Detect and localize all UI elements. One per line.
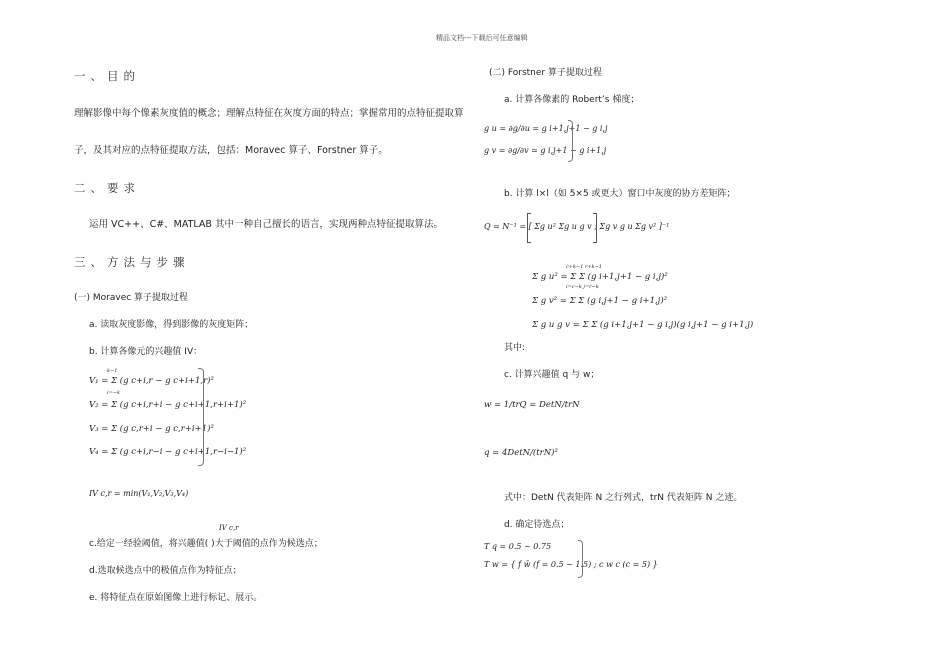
step-c-superscript: IV c,r [219,524,239,532]
moravec-step-c: c.给定一经验阈值，将兴趣值( )大于阈值的点作为候选点； [89,539,323,549]
matrix-left-bracket [527,213,531,243]
eq-gu: g u = ∂g/∂u = g i+1,j+1 − g i,j [484,124,608,133]
forstner-title: (二) Forstner 算子提取过程 [489,68,602,78]
formula-note: 式中：DetN 代表矩阵 N 之行列式，trN 代表矩阵 N 之迹。 [504,493,743,503]
page-header: 精品文档---下载后可任意编辑 [436,34,528,42]
section-1-text-line1: 理解影像中每个像素灰度值的概念；理解点特征在灰度方面的特点；掌握常用的点特征提取算 [74,108,464,119]
eq-q-matrix: Q = N⁻¹ = [ Σg u² Σg u g v ; Σg v g u Σg v² ]⁻¹ [484,222,670,231]
forstner-step-d: d. 确定待选点； [504,520,570,530]
eq-v1: V₁ = Σ (g c+i,r − g c+i+1,r)² [89,376,214,386]
threshold-brace [578,540,583,578]
moravec-step-a: a. 读取灰度影像，得到影像的灰度矩阵； [89,320,254,330]
moravec-step-e: e. 将特征点在原始图像上进行标记、展示。 [89,593,263,603]
sum-limit-top: k−1 [107,368,118,374]
forstner-step-b: b. 计算 l×l（如 5×5 或更大）窗口中灰度的协方差矩阵； [504,189,736,199]
eq-v2: V₂ = Σ (g c+i,r+i − g c+i+1,r+i+1)² [89,400,247,410]
section-2-text: 运用 VC++、C#、MATLAB 其中一种自己擅长的语言，实现两种点特征提取算法。 [89,219,443,230]
eq-v3: V₃ = Σ (g c,r+i − g c,r+i+1)² [89,424,214,434]
section-1-title: 一、目的 [74,69,140,83]
sums-limit-bottom: i=c−k j=r−k [566,284,599,290]
eq-iv: IV c,r = min(V₁,V₂,V₃,V₄) [89,489,189,498]
eq-tw: T w = { f w̄ (f = 0.5 ~ 1.5) ; c w c (c = 5) } [484,560,658,569]
eq-v4: V₄ = Σ (g c+i,r−i − g c+i+1,r−i−1)² [89,447,247,457]
equation-brace [198,368,204,466]
matrix-right-bracket [593,213,597,243]
qizhong-label: 其中: [504,343,526,353]
forstner-step-a: a. 计算各像素的 Robert’s 梯度； [504,95,640,105]
moravec-step-d: d.选取候选点中的极值点作为特征点； [89,566,242,576]
section-3-title: 三、方法与步骤 [74,255,190,269]
sum-limit-bottom: i=−k [107,390,121,396]
gradient-brace [568,120,573,162]
eq-sum-gv2: Σ g v² = Σ Σ (g i,j+1 − g i+1,j)² [532,296,668,306]
moravec-step-b: b. 计算各像元的兴趣值 IV： [89,347,203,357]
eq-gv: g v = ∂g/∂v = g i,j+1 − g i+1,j [484,146,607,155]
eq-sum-guv: Σ g u g v = Σ Σ (g i+1,j+1 − g i,j)(g i,j+1 − g i+1,j) [532,320,754,330]
moravec-title: (一) Moravec 算子提取过程 [74,293,189,303]
section-1-text-line2: 子，及其对应的点特征提取方法，包括：Moravec 算子、Forstner 算子。 [74,145,388,156]
eq-q-interest: q = 4DetN/(trN)² [484,448,558,458]
forstner-step-c: c. 计算兴趣值 q 与 w； [504,370,600,380]
eq-tq: T q = 0.5 ~ 0.75 [484,542,552,551]
eq-sum-gu2: Σ g u² = Σ Σ (g i+1,j+1 − g i,j)² [532,272,668,282]
sums-limit-top: c+k−1 r+k−1 [566,264,602,270]
section-2-title: 二、要求 [74,181,140,195]
eq-w: w = 1/trQ = DetN/trN [484,400,580,410]
